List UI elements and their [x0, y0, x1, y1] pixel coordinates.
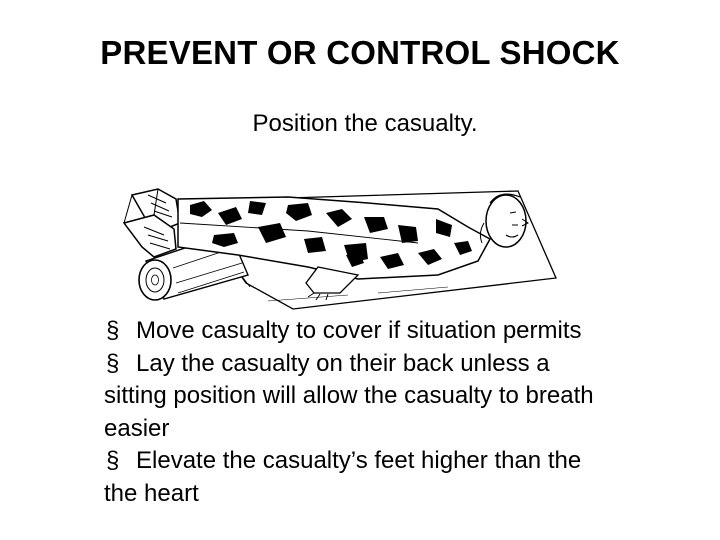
bullet-text: Lay the casualty on their back unless a	[136, 349, 550, 377]
bullet-marker-icon: §	[106, 447, 120, 474]
bullet-text: Elevate the casualty’s feet higher than the	[136, 447, 582, 474]
bullet-continuation: sitting position will allow the casualty to breath	[104, 382, 594, 409]
slide-title: PREVENT OR CONTROL SHOCK	[100, 34, 620, 71]
bullet-text: Move casualty to cover if situation permits	[136, 317, 582, 344]
bullet-item-elevate-feet	[104, 445, 704, 478]
bullet-list	[104, 315, 704, 510]
bullet-continuation: easier	[104, 414, 170, 442]
bullet-item-move-to-cover	[104, 315, 704, 348]
slide-subtitle: Position the casualty.	[252, 110, 478, 137]
bullet-marker-icon: §	[106, 349, 120, 377]
bullet-marker-icon: §	[106, 317, 120, 344]
bullet-continuation: the heart	[104, 479, 199, 507]
casualty-illustration	[118, 183, 562, 311]
bullet-item-lay-on-back	[104, 348, 704, 381]
